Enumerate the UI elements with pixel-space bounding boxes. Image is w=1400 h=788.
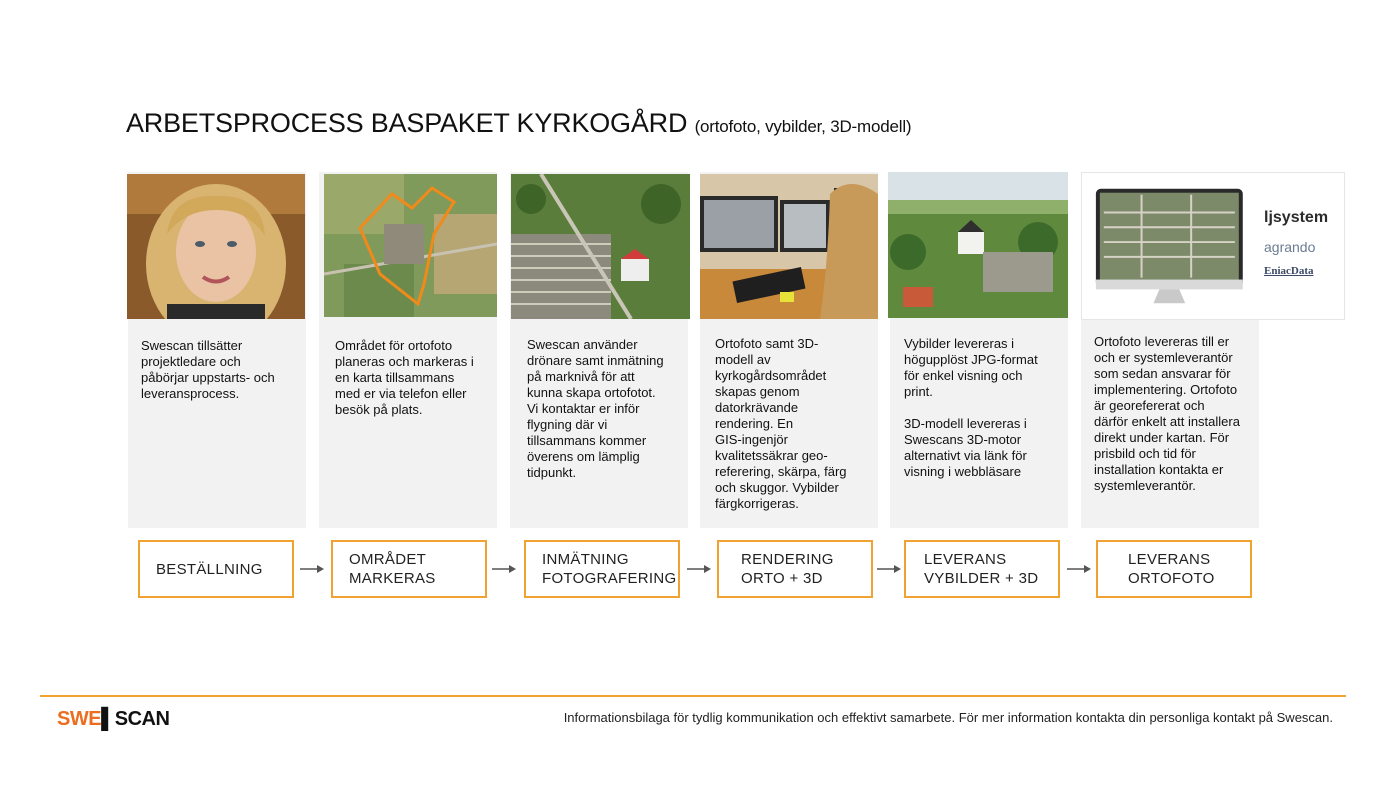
monitor-partners-panel [1081,172,1345,320]
step-omradet-markeras: OMRÅDET MARKERAS [331,540,487,598]
column-text-3: Swescan använder drönare samt inmätning på marknivå för att kunna skapa ortofotot. Vi kontaktar er inför flygning där vi tillsammans kommer överens om lämplig tidpunkt. [527,337,664,480]
page-title-sub: (ortofoto, vybilder, 3D-modell) [694,117,912,136]
arrow-right-icon [300,564,324,574]
logo-mid: ▌ [101,708,115,730]
partner-logo-1: ljsystem [1264,209,1329,226]
column-text-5: Vybilder levereras i högupplöst JPG-format för enkel visning och print. 3D-modell levereras i Swescans 3D-motor alternativt via länk för visning i webbläsare [904,336,1038,479]
step-leverans-ortofoto: LEVERANS ORTOFOTO [1096,540,1252,598]
page-title-main: ARBETSPROCESS BASPAKET KYRKOGÅRD [126,108,688,138]
footer-text: Informationsbilaga för tydlig kommunikation och effektivt samarbete. För mer information kontakta din personliga kontakt på Swescan. [563,710,1333,725]
logo-left: SWE [57,708,102,730]
partner-logo-2: agrando [1264,239,1316,255]
page-title [126,108,911,139]
footer-divider [40,695,1346,697]
column-text-2: Området för ortofoto planeras och markeras i en karta tillsammans med er via telefon eller besök på plats. [335,338,474,417]
step-inmatning-fotografering: INMÄTNING FOTOGRAFERING [524,540,680,598]
step-rendering: RENDERING ORTO + 3D [717,540,873,598]
arrow-right-icon [877,564,901,574]
column-text-1: Swescan tillsätter projektledare och påbörjar uppstarts- och leveransprocess. [141,338,275,401]
drone-photo [511,174,690,319]
swescan-logo [57,708,169,731]
rendering-photo [700,174,878,319]
arrow-right-icon [687,564,711,574]
logo-right: SCAN [114,708,170,730]
arrow-right-icon [1067,564,1091,574]
step-leverans-vybilder: LEVERANS VYBILDER + 3D [904,540,1060,598]
partner-logo-3: EniacData [1264,265,1314,277]
church-aerial-photo [888,172,1068,318]
step-bestallning: BESTÄLLNING [138,540,294,598]
portrait-photo [127,174,305,319]
map-area-photo [324,174,497,317]
column-text-4: Ortofoto samt 3D- modell av kyrkogårdsområdet skapas genom datorkrävande rendering. En GIS-ingenjör kvalitetssäkrar geo- referering, skärpa, färg och skuggor. Vybilder färgkorrigeras. [715,336,847,511]
arrow-right-icon [492,564,516,574]
column-text-6: Ortofoto levereras till er och er systemleverantör som sedan ansvarar för implementering. Ortofoto är georefererat och därför enkelt att installera direkt under kartan. För prisbild och tid för installation kontakta er systemleverantör. [1094,334,1240,493]
